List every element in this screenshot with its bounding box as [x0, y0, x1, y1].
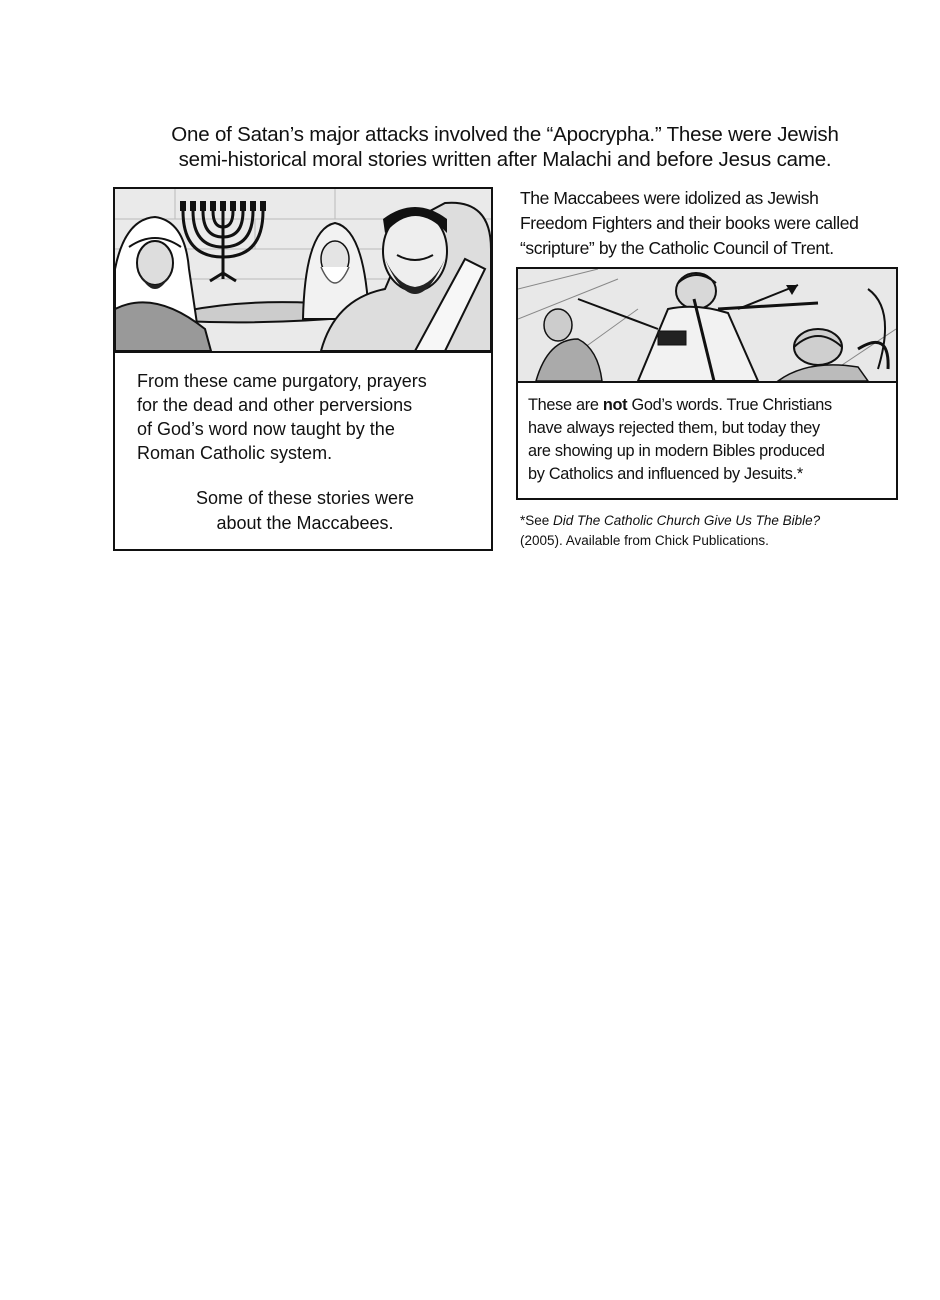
- intro-line-3: “scripture” by the Catholic Council of Trent.: [520, 238, 834, 258]
- caption-line-1-pre: These are: [528, 396, 603, 414]
- caption-line-1-post: God’s words. True Christians: [627, 396, 832, 414]
- headline-line-1: One of Satan’s major attacks involved the “Apocrypha.” These were Jewish: [171, 123, 839, 146]
- intro-line-1: The Maccabees were idolized as Jewish: [520, 188, 819, 208]
- menorah-scene-illustration: [115, 189, 491, 353]
- caption-line-2: have always rejected them, but today they: [528, 419, 820, 437]
- footnote-prefix: *See: [520, 513, 554, 528]
- maccabees-intro-text: [520, 186, 905, 261]
- purgatory-caption-line-2: for the dead and other perversions: [137, 395, 413, 415]
- headline-line-2: semi-historical moral stories written after Malachi and before Jesus came.: [178, 148, 832, 171]
- caption-line-3: are showing up in modern Bibles produced: [528, 442, 825, 460]
- battle-scene-illustration: [518, 269, 896, 383]
- footnote-line-1: [520, 511, 910, 531]
- left-comic-panel: [113, 187, 493, 551]
- caption-line-1: [528, 394, 890, 417]
- maccabees-caption-line-2: about the Maccabees.: [216, 513, 394, 533]
- purgatory-caption-line-1: From these came purgatory, prayers: [137, 371, 427, 391]
- caption-line-4: by Catholics and influenced by Jesuits.*: [528, 465, 803, 483]
- right-comic-panel: [516, 267, 898, 500]
- footnote-line-2: (2005). Available from Chick Publications.: [520, 532, 769, 548]
- headline: [112, 122, 898, 172]
- intro-line-2: Freedom Fighters and their books were called: [520, 213, 859, 233]
- not-gods-words-caption: [528, 394, 890, 486]
- maccabees-caption: [155, 486, 455, 536]
- footnote-book-title: Did The Catholic Church Give Us The Bible?: [553, 513, 821, 528]
- caption-emphasis-not: not: [602, 396, 628, 414]
- purgatory-caption-line-4: Roman Catholic system.: [137, 443, 333, 463]
- footnote: [520, 511, 910, 550]
- purgatory-caption-line-3: of God’s word now taught by the: [137, 419, 395, 439]
- purgatory-caption: [137, 369, 477, 465]
- maccabees-caption-line-1: Some of these stories were: [195, 488, 415, 508]
